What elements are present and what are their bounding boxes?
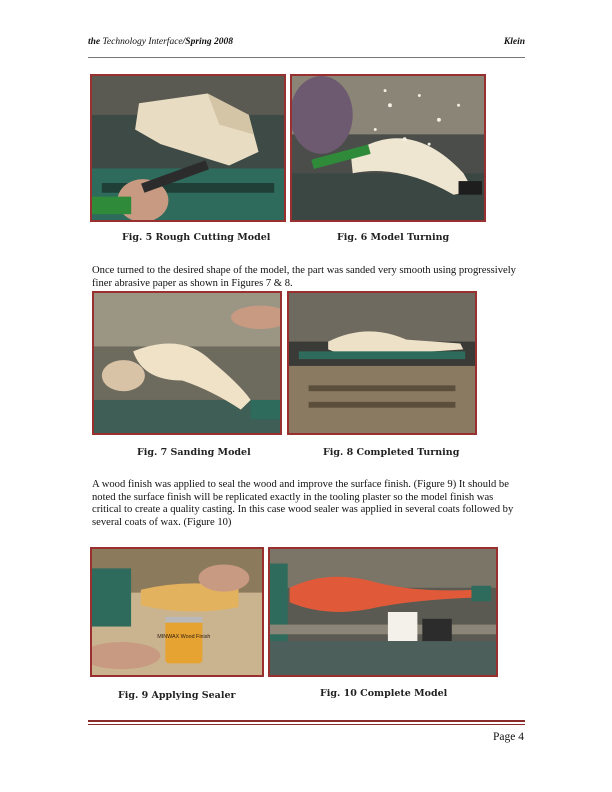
figure-7-photo <box>92 291 282 435</box>
figure-5-caption: Fig. 5 Rough Cutting Model <box>122 232 271 243</box>
figure-6-caption: Fig. 6 Model Turning <box>337 232 450 243</box>
figure-10-photo <box>268 547 498 677</box>
page-number: Page 4 <box>493 731 524 743</box>
figure-8-caption: Fig. 8 Completed Turning <box>323 447 460 458</box>
figure-10-caption: Fig. 10 Complete Model <box>320 688 448 699</box>
header-rule <box>88 57 525 58</box>
author-name: Klein <box>503 37 525 47</box>
can-label: MINWAX Wood Finish <box>157 634 211 641</box>
figure-6-photo <box>290 74 486 222</box>
footer-rule <box>88 720 525 722</box>
footer-rule-thin <box>88 724 525 725</box>
figure-5-photo <box>90 74 286 222</box>
figure-9-caption: Fig. 9 Applying Sealer <box>118 690 236 701</box>
journal-title: the Technology Interface/Spring 2008 <box>88 37 234 47</box>
figure-7-caption: Fig. 7 Sanding Model <box>137 447 251 458</box>
running-header <box>88 37 525 51</box>
journal-issue: /Spring 2008 <box>182 37 234 47</box>
figure-9-photo <box>90 547 264 677</box>
journal-name: Technology Interface <box>102 37 183 47</box>
paragraph-finish: A wood finish was applied to seal the wood and improve the surface finish. (Figure 9) It should be noted the surface finish will be replicated exactly in the tooling plaster so the model finish was critical to create a quality casting. In this case wood sealer was applied in several coats followed by several coats of wax. (Figure 10) <box>92 479 514 528</box>
figure-8-photo <box>287 291 477 435</box>
paragraph-sanding: Once turned to the desired shape of the model, the part was sanded very smooth using progressively finer abrasive paper as shown in Figures 7 & 8. <box>92 265 516 289</box>
